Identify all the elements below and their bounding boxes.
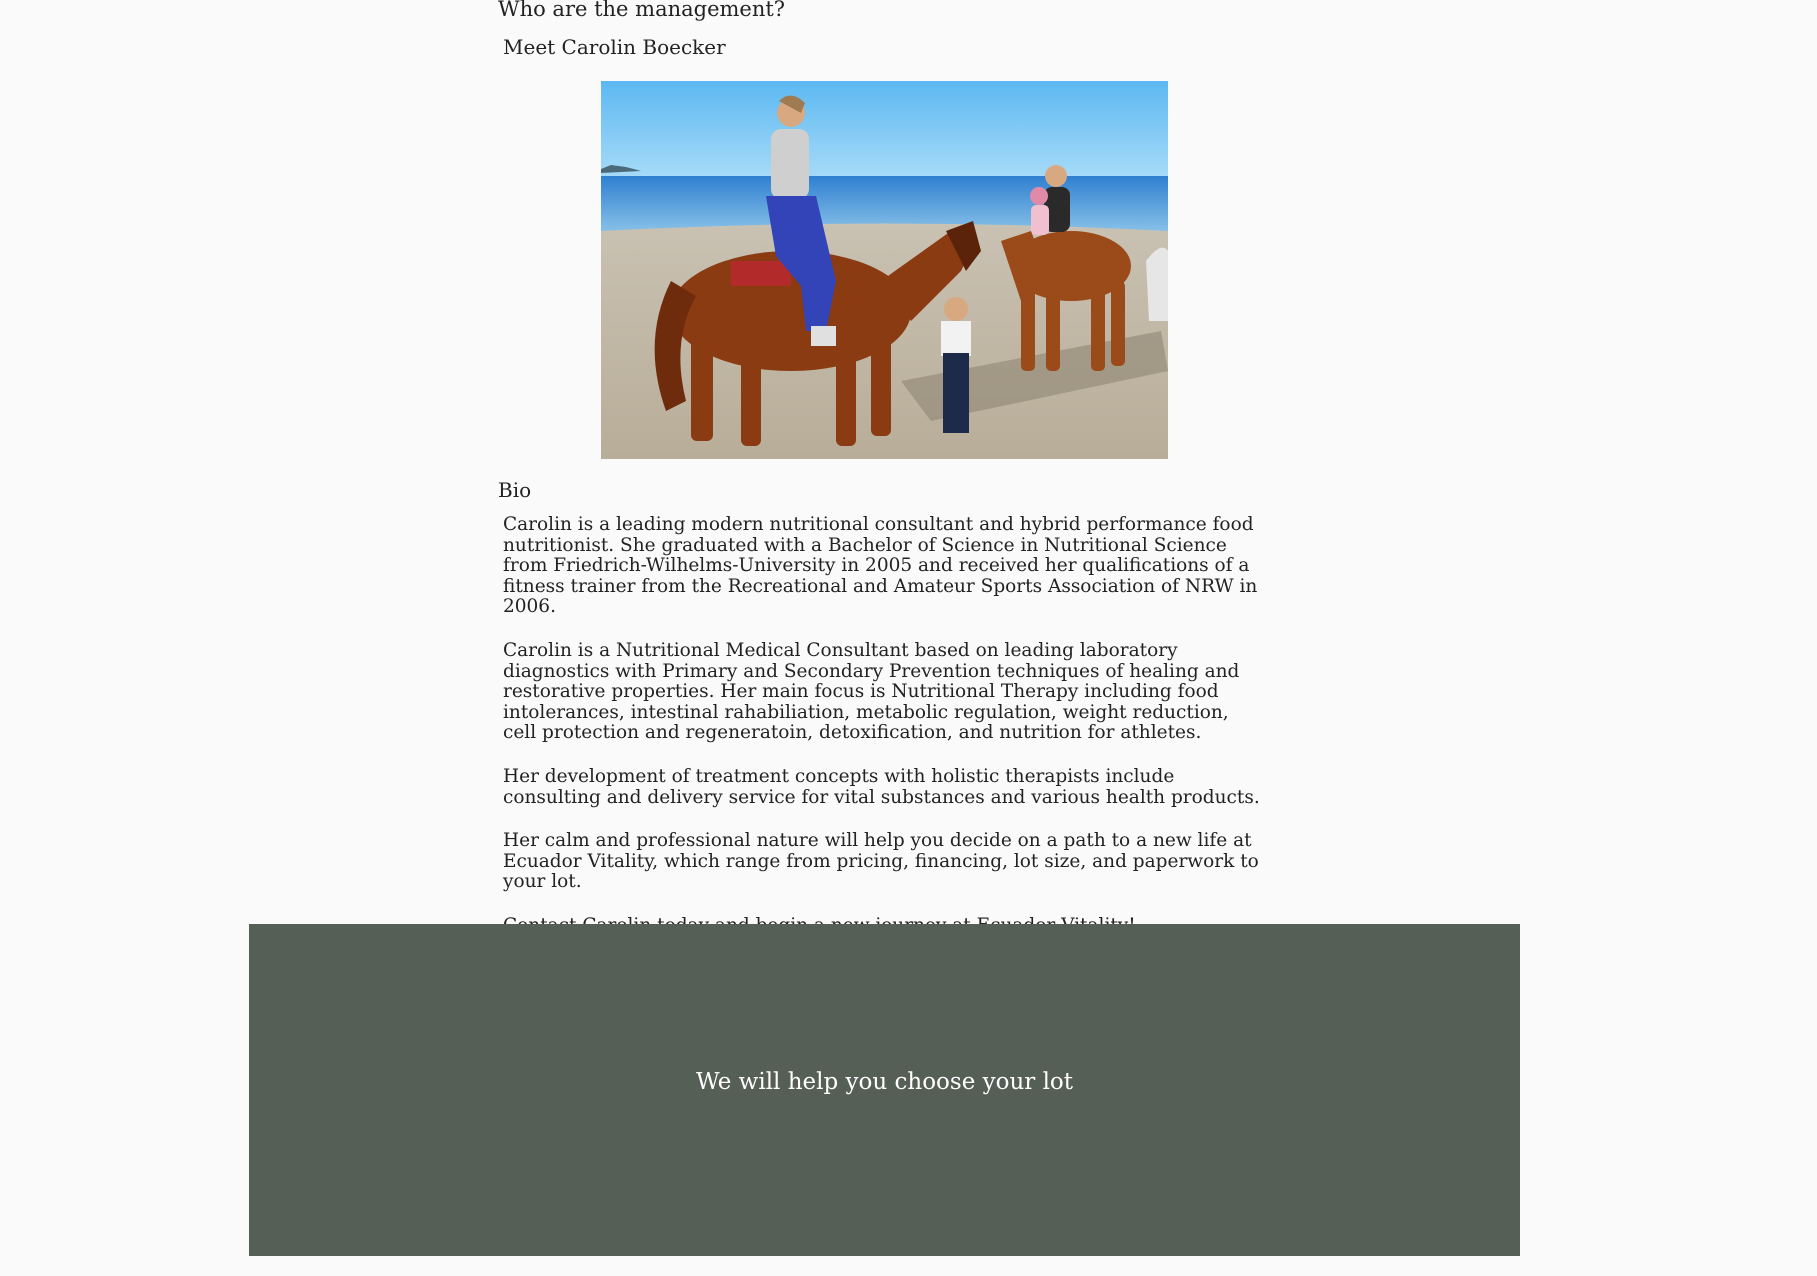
beach-horse-riding-photo (601, 81, 1168, 459)
bio-text (503, 515, 1263, 960)
bio-paragraph: Her calm and professional nature will help you decide on a path to a new life at Ecuador Vitality, which range from pricing, financing, lot size, and paperwork to your lot. (503, 830, 1259, 893)
footer-banner (249, 924, 1520, 1256)
bio-paragraph: Carolin is a Nutritional Medical Consultant based on leading laboratory diagnostics with Primary and Secondary Prevention techniques of healing and restorative properties. Her main focus is Nutritional Therapy including food intolerances, intestinal rahabiliation, metabolic regulation, weight reduction, cell protection and regeneratoin, detoxification, and nutrition for athletes. (503, 639, 1240, 744)
manager-name-heading: Meet Carolin Boecker (503, 35, 726, 59)
bio-paragraph: Carolin is a leading modern nutritional consultant and hybrid performance food nutritionist. She graduated with a Bachelor of Science in Nutritional Science from Friedrich-Wilhelms-University in 2005 and received her qualifications of a fitness trainer from the Recreational and Amateur Sports Association of NRW in 2006. (503, 514, 1258, 618)
bio-paragraph: Her development of treatment concepts with holistic therapists include consulting and delivery service for vital substances and various health products. (503, 765, 1260, 808)
section-heading: Who are the management? (498, 0, 786, 21)
footer-title: We will help you choose your lot (695, 1069, 1074, 1095)
bio-heading: Bio (498, 478, 532, 502)
